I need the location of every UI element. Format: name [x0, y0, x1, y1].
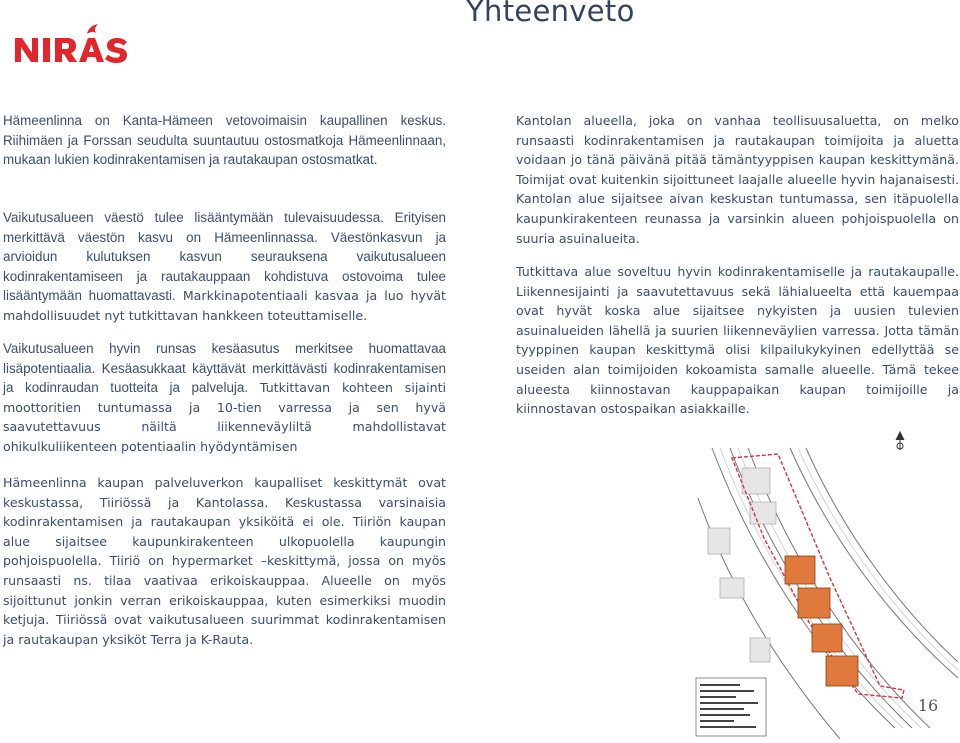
paragraph-intro: Hämeenlinna on Kanta-Hämeen vetovoimaisin kaupallinen keskus. Riihimäen ja Forssan seudulta suuntautuu ostosmatkoja Hämeenlinnaan, mukaan lukien kodinrakentamisen ja rautakaupan ostosmatkat.	[3, 113, 446, 168]
page-number: 16	[917, 696, 939, 715]
paragraph-kantola-part2: Kantolan alue sijaitsee aivan keskustan tuntumassa, sen itäpuolella kaupunkirakenteen reunassa ja varsinkin alueen pohjoispuolella on suuria asuinalueita.	[516, 191, 959, 246]
paragraph-summer-part2: Tutkittavan kohteen sijainti moottoritien tuntumassa ja 10-tien varressa ja sen hyvä saavutettavuus näiltä liikenneväyliltä mahdollistavat ohikulkuliikenteen potentiaalin hyödyntämisen	[3, 380, 447, 454]
paragraph-summer-part1: Vaikutusalueen hyvin runsas kesäasutus merkitsee huomattavaa lisäpotentiaalia. Kesäasukkaat käyttävät merkittävästi kodinrakentamisen ja kodinraudan tuotteita ja palveluja.	[3, 341, 446, 396]
page-title: Yhteenveto	[466, 0, 635, 28]
paragraph-population-part2: Markkinapotentiaali kasvaa ja luo hyvät mahdollisuudet nyt tutkittavan hankkeen toteuttamiselle.	[3, 288, 446, 323]
paragraph-summer-residents	[3, 339, 446, 457]
paragraph-kantola	[516, 111, 959, 248]
north-arrow-icon	[896, 432, 904, 450]
paragraph-population	[3, 208, 446, 326]
paragraph-kantola-part1: Kantolan alueella, joka on vanhaa teollisuusaluetta, on melko runsaasti kodinrakentamisen ja rautakaupan toimijoita ja aluetta voidaan jo tänä päivänä pitää tämäntyyppisen kaupan keskittymänä. Toimijat ovat kuitenkin sijoittuneet laajalle alueelle hyvin hajanaisesti.	[516, 113, 959, 187]
paragraph-retail-network: Hämeenlinna kaupan palveluverkon kaupalliset keskittymät ovat keskustassa, Tiiriössä ja Kantolassa. Keskustassa varsinaisia kodinrakentamisen ja rautakaupan yksiköitä ei ole. Tiiriön kaupan alue sijaitsee kaupunkirakenteen ulkopuolella kaupungin pohjoispuolella. Tiiriö on hypermarket –keskittymä, jossa on myös runsaasti ns. tilaa vaativaa erikoiskauppaa. Alueelle on myös sijoittunut jonkin verran erikoiskauppaa, kuten esimerkiksi muodin ketjuja. Tiiriössä ovat vaikutusalueen suurimmat kodinrakentamisen ja rautakaupan yksiköt Terra ja K-Rauta.	[3, 475, 446, 647]
site-plan-map	[690, 428, 960, 739]
niras-logo	[13, 22, 143, 68]
paragraph-study-area: Tutkittava alue soveltuu hyvin kodinrakentamiselle ja rautakaupalle. Liikennesijainti ja saavutettavuus sekä lähialueelta että kauempaa ovat hyvät koska alue sijaitsee nykyisten ja uusien tulevien asuinalueiden lähellä ja suurien liikenneväylien varressa. Jotta tämän tyyppinen kaupan keskittymä olisi kilpailukykyinen edellyttää se useiden alan toimijoiden kokoamista samalle alueelle. Tämä tekee alueesta kiinnostavan kauppapaikan kaupan toimijoille ja kiinnostavan ostospaikan asiakkaille.	[516, 264, 959, 417]
paragraph-population-part1: Vaikutusalueen väestö tulee lisääntymään tulevaisuudessa. Erityisen merkittävä väestön kasvu on Hämeenlinnassa. Väestönkasvun ja arvioidun kulutuksen kasvun seurauksena vaikutusalueen kodinrakentamiseen ja rautakauppaan kohdistuva ostovoima tulee lisääntymään huomattavasti.	[3, 210, 446, 304]
